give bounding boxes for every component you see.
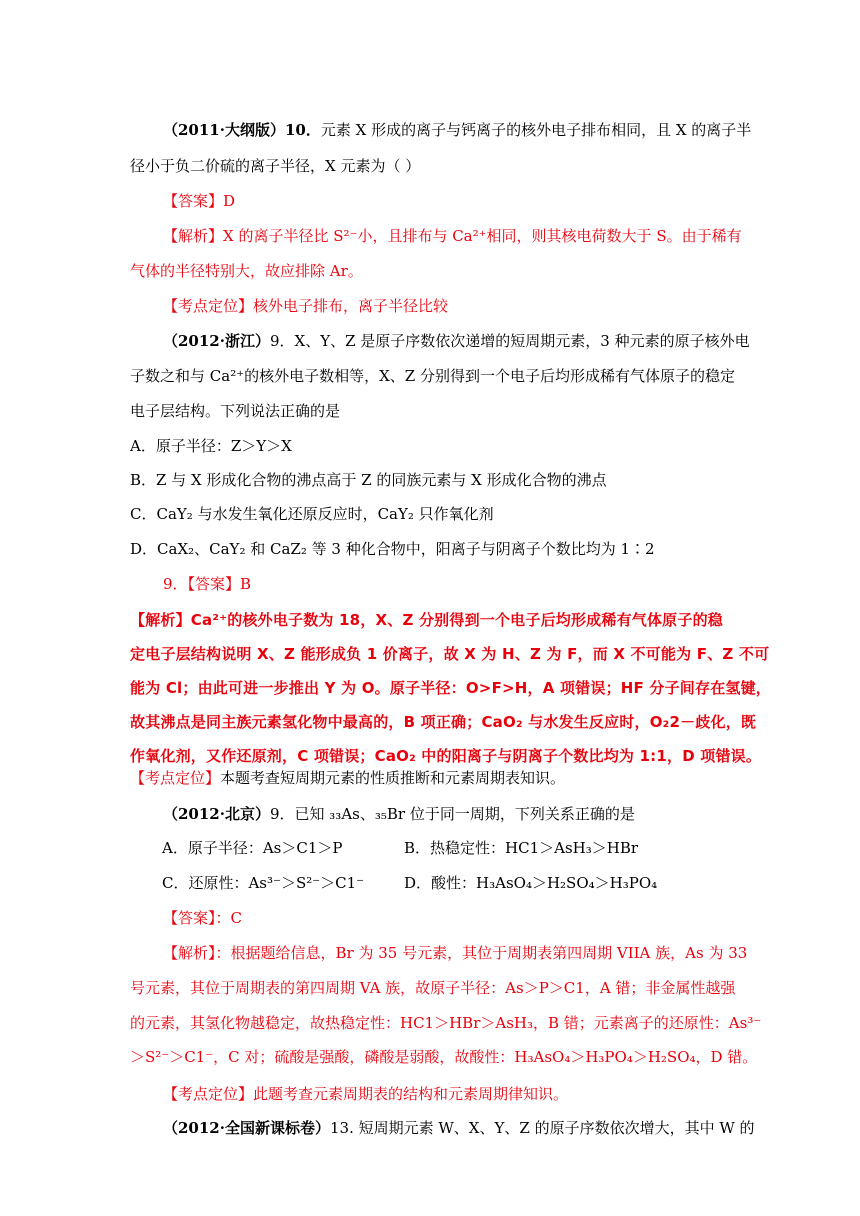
analysis-text: ：根据题给信息，Br 为 35 号元素，其位于周期表第四周期 VIIA 族，As 为 33 (215, 944, 748, 962)
analysis-2012-zj-line5: 作氧化剂，又作还原剂，C 项错误；CaO₂ 中的阳离子与阴离子个数比均为 1:1，D 项错误。 (130, 747, 762, 765)
question-2011-line2: 径小于负二价硫的离子半径，X 元素为（ ） (130, 157, 421, 175)
question-stem: 9．X、Y、Z 是原子序数依次递增的短周期元素，3 种元素的原子核外电 (269, 332, 750, 350)
analysis-2011-line1 (163, 226, 742, 246)
question-2011-line1 (163, 120, 751, 140)
analysis-2012-bj-line4: ＞S²⁻＞C1⁻，C 对；硫酸是强酸，磷酸是弱酸，故酸性：H₃AsO₄＞H₃PO₄＞H₂SO₄，D 错。 (130, 1048, 758, 1066)
answer-tag: 【答案】 (163, 909, 216, 927)
option-c: C．CaY₂ 与水发生氧化还原反应时，CaY₂ 只作氧化剂 (130, 505, 494, 523)
locate-text: 核外电子排布，离子半径比较 (253, 297, 449, 315)
analysis-2012-zj-line1: 【解析】Ca²⁺的核外电子数为 18，X、Z 分别得到一个电子后均形成稀有气体原子的稳 (130, 611, 723, 629)
option-d: D．CaX₂、CaY₂ 和 CaZ₂ 等 3 种化合物中，阳离子与阴离子个数比均为 1∶2 (130, 540, 655, 558)
analysis-2012-zj-line4: 故其沸点是同主族元素氢化物中最高的，B 项正确；CaO₂ 与水发生反应时，O₂2－歧化，既 (130, 713, 757, 731)
answer-2011 (163, 191, 235, 211)
question-source: （2012·浙江） (163, 332, 270, 350)
question-2012-bj (163, 804, 635, 824)
answer-value: D (223, 192, 236, 210)
question-2012-zj-line2: 子数之和与 Ca²⁺的核外电子数相等，X、Z 分别得到一个电子后均形成稀有气体原子的稳定 (130, 367, 735, 385)
question-2012-zj-line3: 电子层结构。下列说法正确的是 (130, 402, 341, 420)
question-source: （2011·大纲版）10． (163, 121, 321, 139)
locate-tag: 【考点定位】 (163, 297, 254, 315)
locate-2012-bj (163, 1084, 568, 1104)
analysis-2012-bj-line1 (163, 943, 747, 963)
analysis-tag: 【解析】 (163, 227, 224, 245)
question-stem: 元素 X 形成的离子与钙离子的核外电子排布相同，且 X 的离子半 (320, 121, 752, 139)
analysis-2012-bj-line3: 的元素，其氢化物越稳定，故热稳定性：HC1＞HBr＞AsH₃，B 错；元素离子的还原性：As³⁻ (130, 1014, 762, 1032)
answer-tag: 【答案】 (163, 192, 224, 210)
question-stem: 13. 短周期元素 W、X、Y、Z 的原子序数依次增大，其中 W 的 (329, 1119, 755, 1137)
answer-2012-zj: 9．【答案】B (163, 575, 252, 593)
question-source: （2012·北京） (163, 805, 270, 823)
option-c: C．还原性：As³⁻＞S²⁻＞C1⁻ (162, 874, 365, 892)
option-b: B．热稳定性：HC1＞AsH₃＞HBr (404, 839, 639, 857)
option-b: B．Z 与 X 形成化合物的沸点高于 Z 的同族元素与 X 形成化合物的沸点 (130, 471, 607, 489)
locate-2012-zj (130, 768, 565, 788)
locate-2011 (163, 296, 448, 316)
locate-text: 本题考查短周期元素的性质推断和元素周期表知识。 (220, 769, 566, 787)
locate-tag: 【考点定位】 (130, 769, 221, 787)
locate-tag: 【考点定位】 (163, 1085, 254, 1103)
answer-2012-bj (163, 908, 242, 928)
option-a: A．原子半径：As＞C1＞P (162, 839, 343, 857)
analysis-2012-bj-line2: 号元素，其位于周期表的第四周期 VA 族，故原子半径：As＞P＞C1，A 错；非金属性越强 (130, 979, 736, 997)
question-stem: 9．已知 ₃₃As、₃₅Br 位于同一周期，下列关系正确的是 (269, 805, 635, 823)
analysis-text: X 的离子半径比 S²⁻小，且排布与 Ca²⁺相同，则其核电荷数大于 S。由于稀有 (223, 227, 742, 245)
analysis-2011-line2: 气体的半径特别大，故应排除 Ar。 (130, 262, 363, 280)
question-source: （2012·全国新课标卷） (163, 1119, 330, 1137)
analysis-2012-zj-line2: 定电子层结构说明 X、Z 能形成负 1 价离子，故 X 为 H、Z 为 F，而 X 不可能为 F、Z 不可 (130, 645, 770, 663)
option-a: A．原子半径：Z＞Y＞X (130, 437, 292, 455)
answer-value: ：C (215, 909, 242, 927)
locate-text: 此题考查元素周期表的结构和元素周期律知识。 (253, 1085, 569, 1103)
option-d: D．酸性：H₃AsO₄＞H₂SO₄＞H₃PO₄ (404, 874, 658, 892)
analysis-2012-zj-line3: 能为 Cl；由此可进一步推出 Y 为 O。原子半径：O>F>H，A 项错误；HF 分子间存在氢键， (130, 679, 771, 697)
question-2012-zj-line1 (163, 331, 750, 351)
analysis-tag: 【解析】 (163, 944, 216, 962)
question-2012-qg (163, 1118, 755, 1138)
